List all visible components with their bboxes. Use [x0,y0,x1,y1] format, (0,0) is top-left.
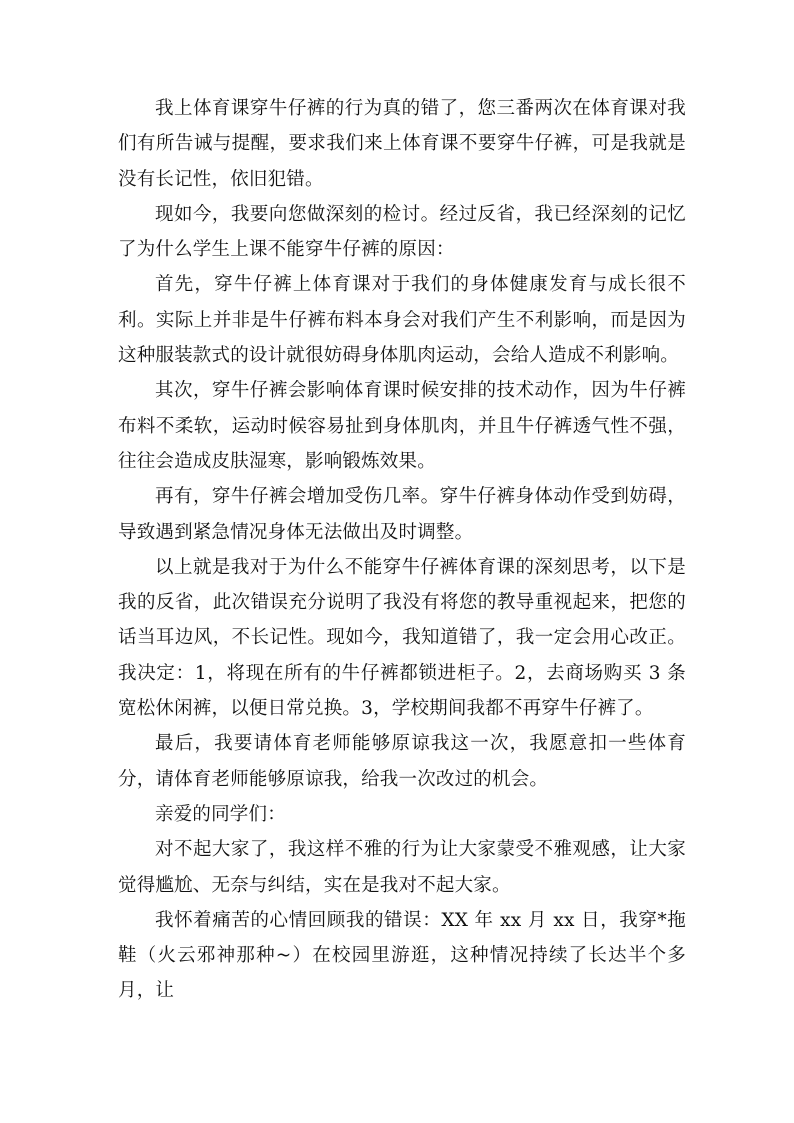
salutation: 亲爱的同学们： [155,803,286,825]
paragraph-5: 再有，穿牛仔裤会增加受伤几率。穿牛仔裤身体动作受到妨碍，导致遇到紧急情况身体无法做出及时调整。 [118,486,686,543]
paragraph-7: 最后，我要请体育老师能够原谅我这一次，我愿意扣一些体育分，请体育老师能够原谅我，给我一次改过的机会。 [118,733,686,790]
paragraph-6: 以上就是我对于为什么不能穿牛仔裤体育课的深刻思考，以下是我的反省，此次错误充分说明了我没有将您的教导重视起来，把您的话当耳边风，不长记性。现如今，我知道错了，我一定会用心改正。我决定：1，将现在所有的牛仔裤都锁进柜子。2，去商场购买 3 条宽松休闲裤，以便日常兑换。3，学校期间我都不再穿牛仔裤了。 [118,556,686,720]
paragraph-3: 首先，穿牛仔裤上体育课对于我们的身体健康发育与成长很不利。实际上并非是牛仔裤布料本身会对我们产生不利影响，而是因为这种服装款式的设计就很妨碍身体肌肉运动，会给人造成不利影响。 [118,274,686,367]
paragraph-1: 我上体育课穿牛仔裤的行为真的错了，您三番两次在体育课对我们有所告诫与提醒，要求我们来上体育课不要穿牛仔裤，可是我就是没有长记性，依旧犯错。 [118,98,686,190]
paragraph-2: 现如今，我要向您做深刻的检讨。经过反省，我已经深刻的记忆了为什么学生上课不能穿牛仔裤的原因： [118,203,686,261]
paragraph-9: 我怀着痛苦的心情回顾我的错误：XX 年 xx 月 xx 日，我穿*拖鞋（火云邪神那种~）在校园里游逛，这种情况持续了长达半个多月，让 [118,909,686,1002]
paragraph-4: 其次，穿牛仔裤会影响体育课时候安排的技术动作，因为牛仔裤布料不柔软，运动时候容易扯到身体肌肉，并且牛仔裤透气性不强，往往会造成皮肤湿寒，影响锻炼效果。 [118,380,686,472]
paragraph-8: 对不起大家了，我这样不雅的行为让大家蒙受不雅观感，让大家觉得尴尬、无奈与纠结，实在是我对不起大家。 [118,839,686,896]
document-body [118,91,686,1009]
